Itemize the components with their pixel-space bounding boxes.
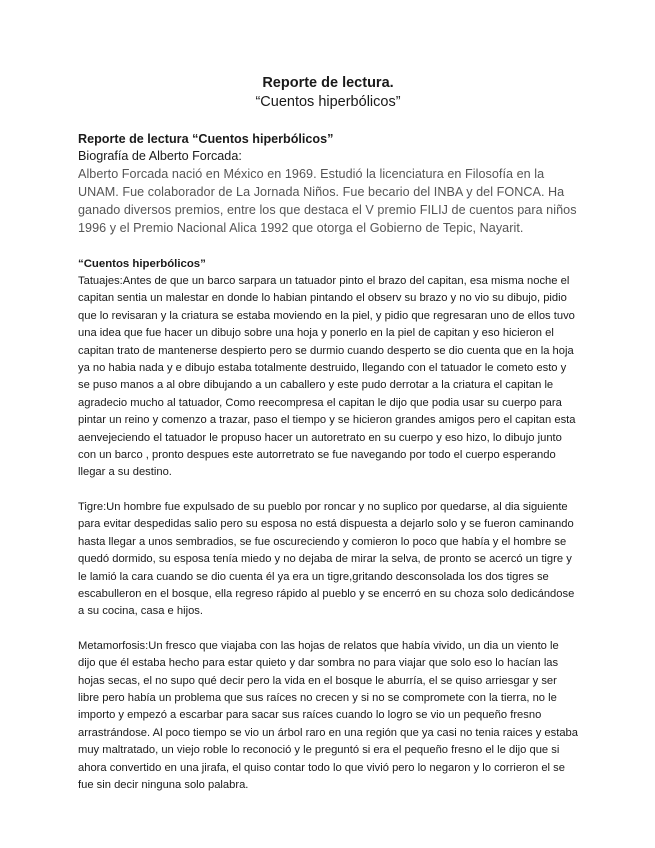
document-subtitle: “Cuentos hiperbólicos”	[255, 94, 401, 110]
document-title: Reporte de lectura.	[262, 75, 394, 91]
report-heading: Reporte de lectura “Cuentos hiperbólicos”	[78, 132, 334, 146]
story-tatuajes: Tatuajes:Antes de que un barco sarpara un tatuador pinto el brazo del capitan, esa misma noche el capitan sentia un malestar en donde lo habian pintando el observ su brazo y no vio su dibujo, pidio que lo revisaran y la criatura se estaba moviendo en la piel, y pidio que regresaran uno de ellos tuvo una idea que fue hacer un dibujo sobre una hoja y ponerlo en la piel de capitan y eso hicieron el capitan trato de mantenerse despierto pero se durmio cuando desperto se dio cuenta que en la hoja ya no habia nada y e dibujo estaba totalmente destruido, llegando con el tatuador le cometo esto y se puso manos a al obre dibujando a un caballero y este pudo derrotar a la criatura el capitan le agradecio mucho al tatuador, Como reecompresa el capitan le dijo que podia usar su cuerpo para pintar un reino y comenzo a trazar, paso el tiempo y se hicieron grandes amigos pero el capitan esta aenvejeciendo el tatuador le propuso hacer un autoretrato en su cuerpo y eso hizo, lo dibujo junto con un barco , pronto despues este autorretrato se fue navegando por todo el cuerpo esperando llegar a su destino.	[78, 275, 576, 479]
biography-label: Biografía de Alberto Forcada:	[78, 149, 242, 163]
biography-text: Alberto Forcada nació en México en 1969. Estudió la licenciatura en Filosofía en la UNAM. Fue colaborador de La Jornada Niños. Fue becario del INBA y del FONCA. Ha ganado diversos premios, entre los que destaca el V premio FILIJ de cuentos para niños 1996 y el Premio Nacional Alica 1992 que otorga el Gobierno de Tepic, Nayarit.	[78, 167, 577, 235]
document-page	[78, 74, 578, 794]
stories-heading: “Cuentos hiperbólicos”	[78, 258, 206, 270]
story-tigre: Tigre:Un hombre fue expulsado de su pueblo por roncar y no suplico por quedarse, al dia siguiente para evitar despedidas salio pero su esposa no está dispuesta a dejarlo solo y se fueron caminando hasta llegar a unos sembradios, se fue oscureciendo y comieron lo poco que había y el hombre se quedó dormido, su esposa tenía miedo y no dejaba de mirar la selva, de pronto se acercó un tigre y le lamió la cara cuando se dio cuenta él ya era un tigre,gritando desconsolada los dos tigres se escabulleron en el bosque, ella regreso rápido al pueblo y se encerró en su choza solo dedicándose a su cocina, casa e hijos.	[78, 500, 575, 618]
story-metamorfosis: Metamorfosis:Un fresco que viajaba con las hojas de relatos que había vivido, un dia un viento le dijo que él estaba hecho para estar quieto y dar sombra no para viajar que solo eso lo hacían las hojas secas, el no supo qué decir pero la vida en el bosque le aburría, el se quiso arriesgar y ser libre pero había un problema que sus raíces no crecen y si no se compromete con la tierra, no le importo y empezó a escarbar para sacar sus raíces cuando lo logro se vio un pequeño fresno arrastrándose. Al poco tiempo se vio un árbol raro en una región que ya casi no tenia raices y estaba muy maltratado, un viejo roble lo reconoció y le preguntó si era el pequeño fresno el le dijo que si ahora convertido en una jirafa, el quiso contar todo lo que vivió pero lo negaron y lo corrieron el se fue sin decir ninguna solo palabra.	[78, 639, 579, 791]
